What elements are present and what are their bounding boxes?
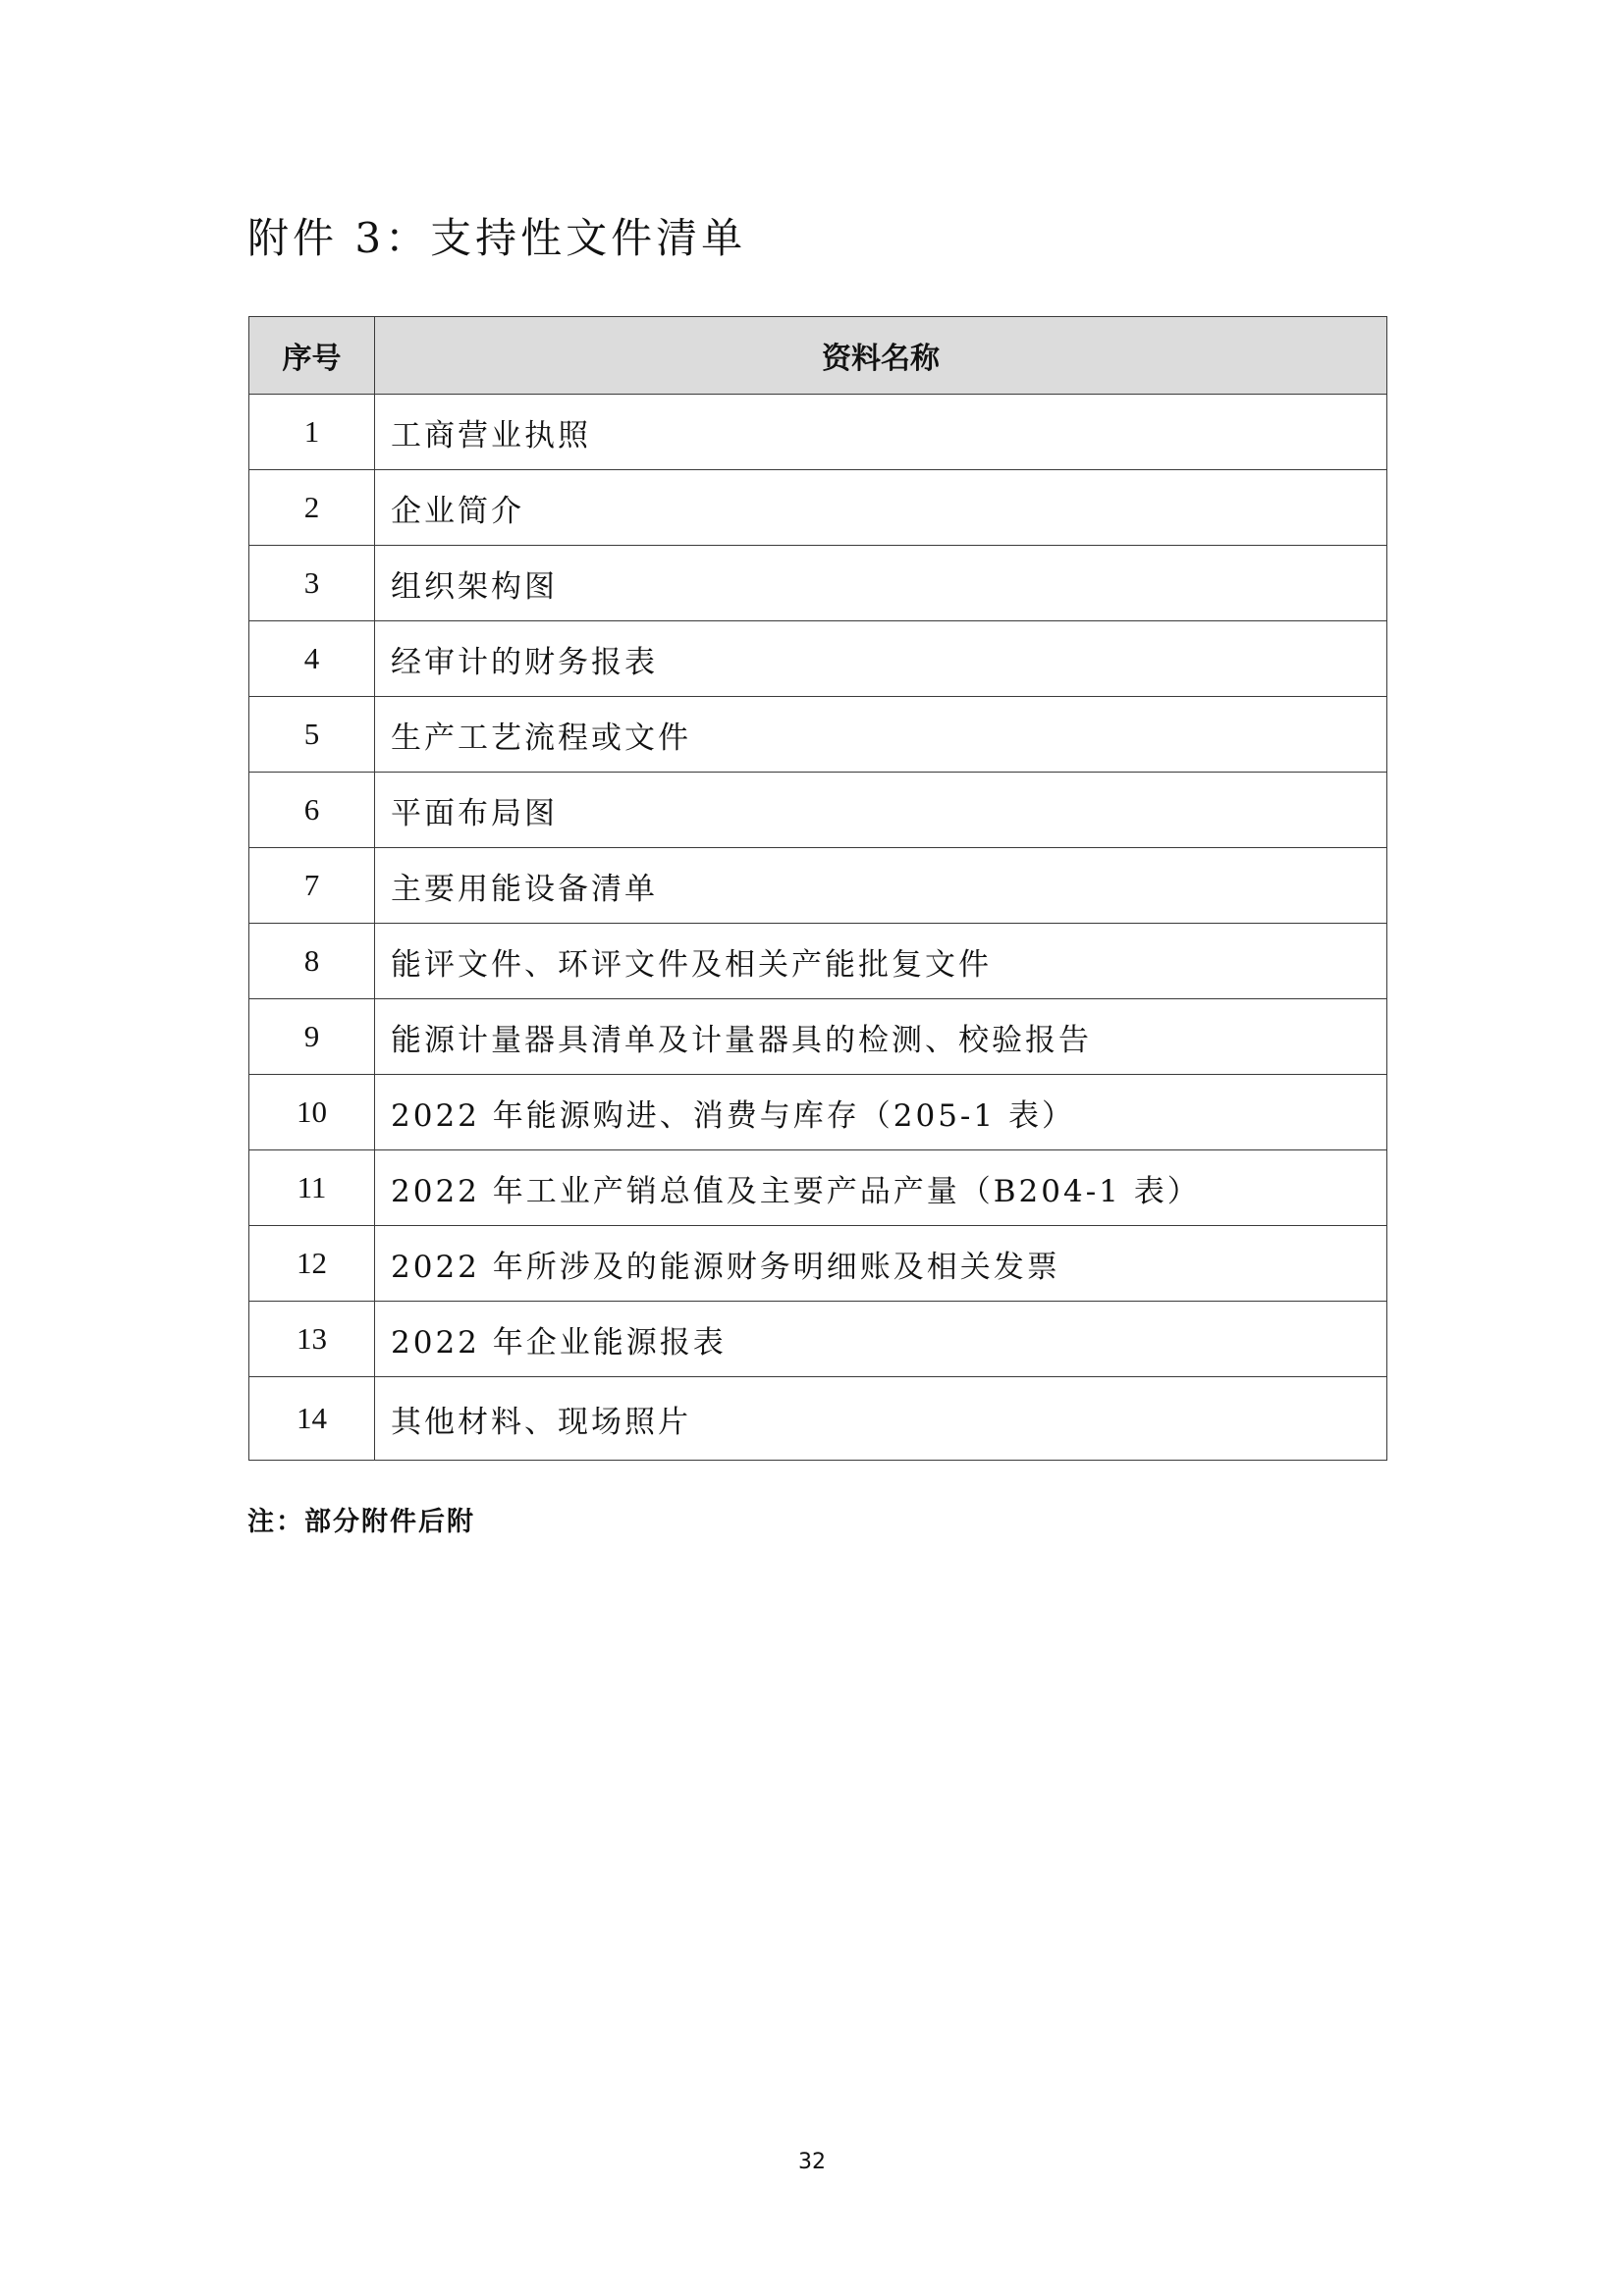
table-row [249,1150,1387,1226]
table-row [249,395,1387,470]
table-row [249,848,1387,924]
table-header-row [249,317,1387,395]
row-document-name: 经审计的财务报表 [375,621,1387,697]
table-row [249,470,1387,546]
row-document-name: 主要用能设备清单 [375,848,1387,924]
row-number: 5 [249,697,375,773]
table-row [249,697,1387,773]
table-row [249,1226,1387,1302]
table-row [249,621,1387,697]
row-document-name: 生产工艺流程或文件 [375,697,1387,773]
supporting-documents-table [248,316,1387,1461]
row-number: 11 [249,1150,375,1226]
row-number: 9 [249,999,375,1075]
table-row [249,999,1387,1075]
row-number: 12 [249,1226,375,1302]
row-document-name: 其他材料、现场照片 [375,1377,1387,1461]
table-note: 注：部分附件后附 [247,1507,475,1537]
row-document-name: 组织架构图 [375,546,1387,621]
row-document-name: 工商营业执照 [375,395,1387,470]
row-document-name: 能源计量器具清单及计量器具的检测、校验报告 [375,999,1387,1075]
row-number: 10 [249,1075,375,1150]
row-number: 6 [249,773,375,848]
table-row [249,1302,1387,1377]
row-number: 4 [249,621,375,697]
table-row [249,1377,1387,1461]
table-row [249,546,1387,621]
row-document-name: 能评文件、环评文件及相关产能批复文件 [375,924,1387,999]
row-document-name: 2022 年工业产销总值及主要产品产量（B204-1 表） [375,1150,1387,1226]
row-number: 2 [249,470,375,546]
row-number: 7 [249,848,375,924]
row-number: 14 [249,1377,375,1461]
page-number: 32 [798,2150,826,2174]
table-row [249,924,1387,999]
row-number: 3 [249,546,375,621]
row-number: 8 [249,924,375,999]
header-serial-number: 序号 [249,317,375,395]
header-document-name: 资料名称 [375,317,1387,395]
table-row [249,773,1387,848]
page-title: 附件 3：支持性文件清单 [247,214,747,262]
row-document-name: 2022 年企业能源报表 [375,1302,1387,1377]
row-number: 13 [249,1302,375,1377]
row-document-name: 2022 年所涉及的能源财务明细账及相关发票 [375,1226,1387,1302]
row-document-name: 企业简介 [375,470,1387,546]
table-row [249,1075,1387,1150]
row-number: 1 [249,395,375,470]
row-document-name: 2022 年能源购进、消费与库存（205-1 表） [375,1075,1387,1150]
row-document-name: 平面布局图 [375,773,1387,848]
